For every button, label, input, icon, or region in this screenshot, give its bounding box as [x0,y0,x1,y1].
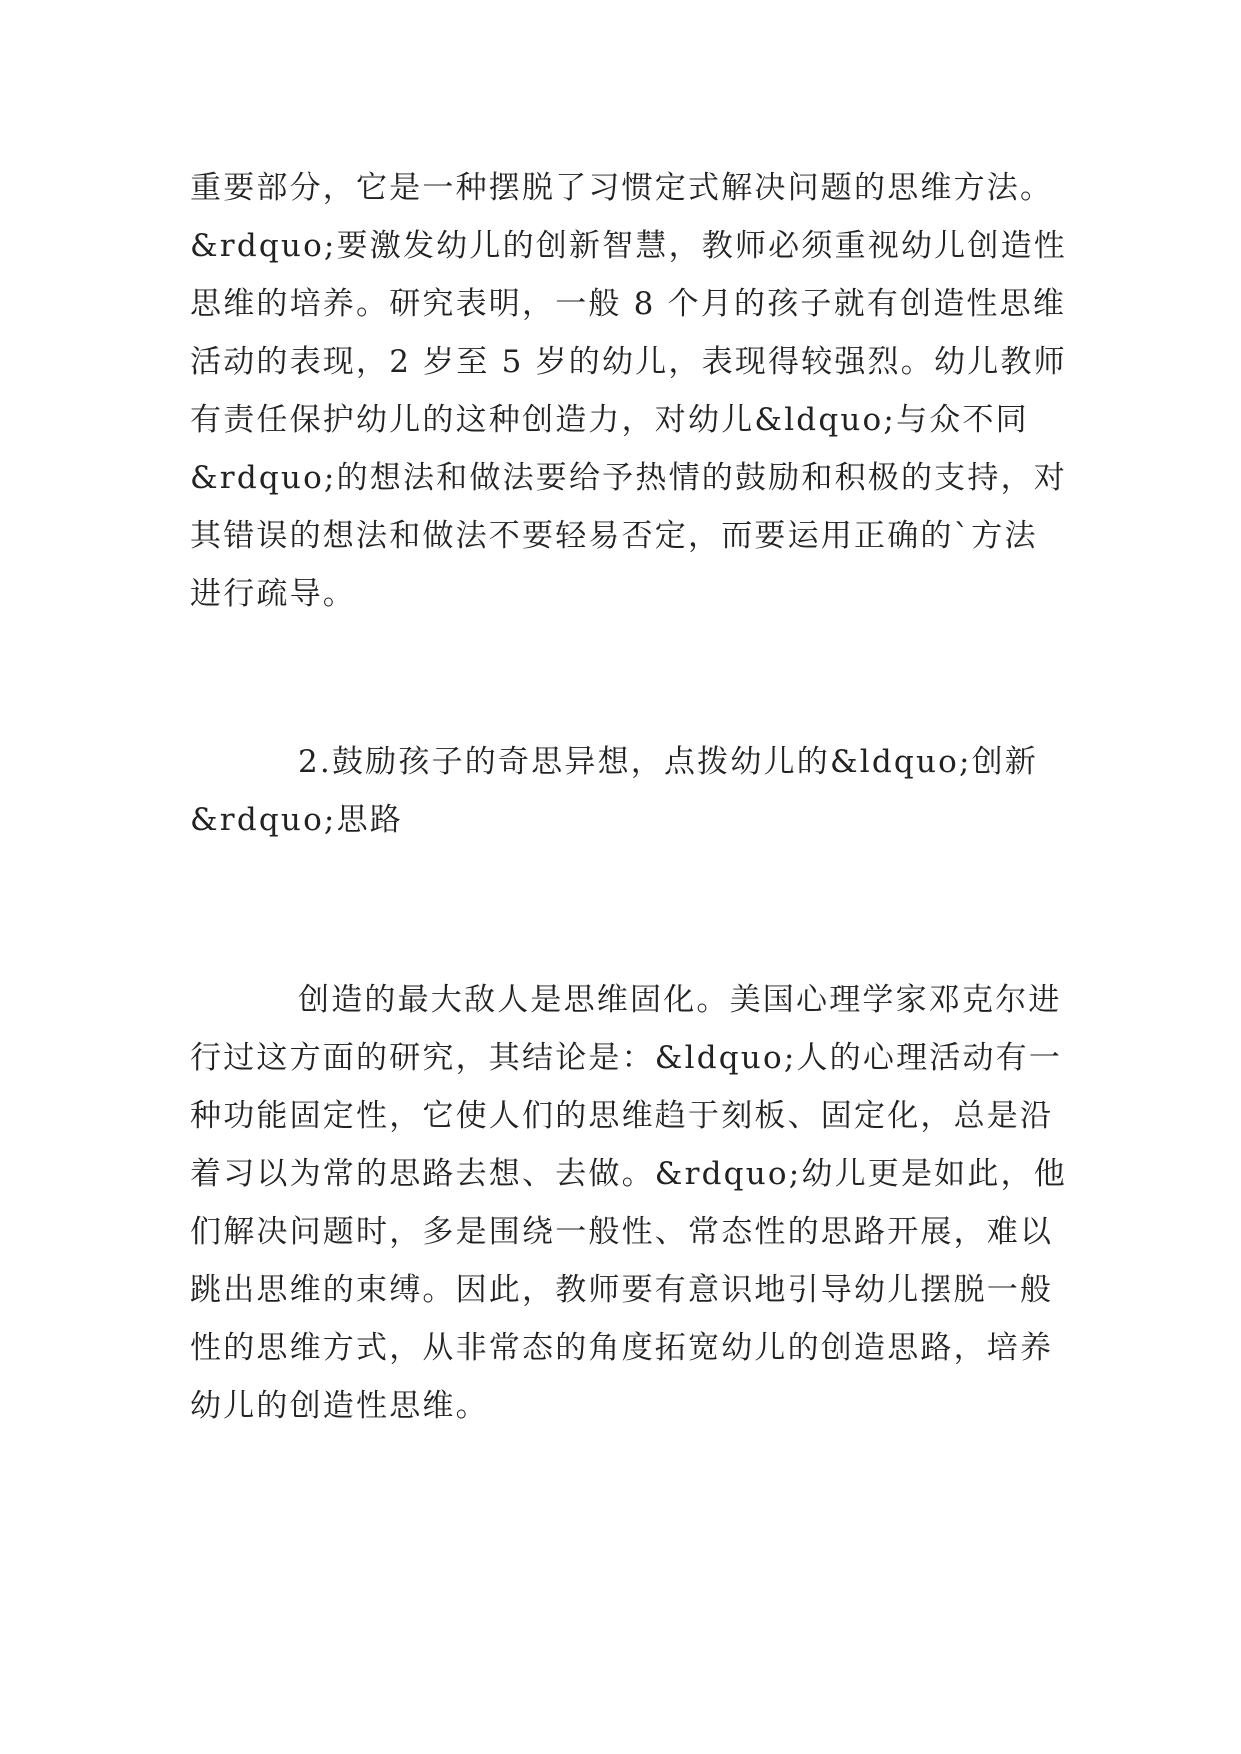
text-line: 创造的最大敌人是思维固化。美国心理学家邓克尔进 [298,982,1062,1018]
heading-line: 2.鼓励孩子的奇思异想，点拨幼儿的&ldquo;创新 [298,744,1039,780]
text-line: &rdquo;的想法和做法要给予热情的鼓励和积极的支持，对 [190,460,1067,496]
paragraph-creativity-protection [190,159,1067,623]
text-line: 重要部分，它是一种摆脱了习惯定式解决问题的思维方法。 [190,170,1054,206]
text-line: 其错误的想法和做法不要轻易否定，而要运用正确的`方法 [190,518,1038,554]
section-heading-2 [190,733,1060,849]
text-line: 幼儿的创造性思维。 [190,1388,489,1424]
text-line: 跳出思维的束缚。因此，教师要有意识地引导幼儿摆脱一般 [190,1272,1054,1308]
heading-line: &rdquo;思路 [190,802,403,838]
paragraph-thinking-fixation [190,971,1067,1435]
text-line: 进行疏导。 [190,576,356,612]
text-line: 种功能固定性，它使人们的思维趋于刻板、固定化，总是沿 [190,1098,1054,1134]
text-line: 们解决问题时，多是围绕一般性、常态性的思路开展，难以 [190,1214,1054,1250]
text-line: 活动的表现，2 岁至 5 岁的幼儿，表现得较强烈。幼儿教师 [190,344,1067,380]
text-line: 思维的培养。研究表明，一般 8 个月的孩子就有创造性思维 [190,286,1067,322]
text-line: 行过这方面的研究，其结论是：&ldquo;人的心理活动有一 [190,1040,1063,1076]
text-line: 有责任保护幼儿的这种创造力，对幼儿&ldquo;与众不同 [190,402,1029,438]
text-line: 性的思维方式，从非常态的角度拓宽幼儿的创造思路，培养 [190,1330,1054,1366]
text-line: 着习以为常的思路去想、去做。&rdquo;幼儿更是如此，他 [190,1156,1067,1192]
text-line: &rdquo;要激发幼儿的创新智慧，教师必须重视幼儿创造性 [190,228,1067,264]
